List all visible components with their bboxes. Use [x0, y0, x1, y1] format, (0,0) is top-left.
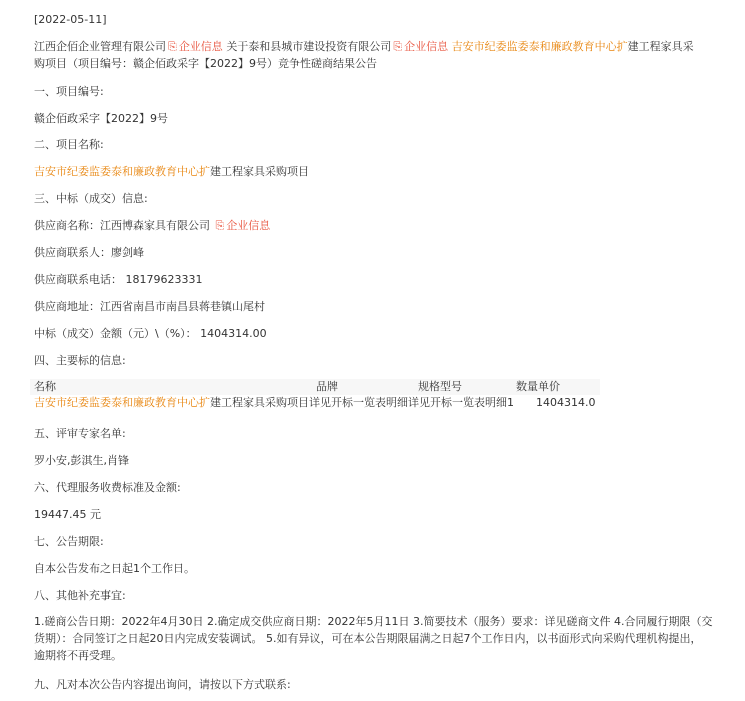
expert-list: 罗小安,彭淇生,肖锋: [34, 454, 129, 467]
header-name: 名称: [34, 380, 56, 393]
section-2-title: 二、项目名称:: [34, 138, 104, 151]
intro-line-1: 江西企佰企业管理有限公司 ⎘ 企业信息 关于泰和县城市建设投资有限公司 ⎘ 企业信息 吉安市纪委监委泰和廉政教育中心扩建工程家具采: [34, 40, 694, 53]
project-name-link[interactable]: 吉安市纪委监委泰和廉政教育中心扩: [34, 165, 210, 178]
building-icon: ⎘: [168, 40, 177, 53]
table-row-project-link[interactable]: 吉安市纪委监委泰和廉政教育中心扩: [34, 396, 210, 409]
notes-line-2: 货期）：合同签订之日起20日内完成安装调试。 5.如有异议，可在本公告期限届满之日起7个工作日内，以书面形式向采购代理机构提出，: [34, 632, 702, 645]
section-6-title: 六、代理服务收费标准及金额:: [34, 481, 181, 494]
section-8-title: 八、其他补充事宜:: [34, 589, 126, 602]
project-name: 吉安市纪委监委泰和廉政教育中心扩建工程家具采购项目: [34, 165, 309, 178]
items-table: [30, 379, 600, 411]
table-row-price: 1404314.0: [536, 396, 596, 409]
company-info-link[interactable]: ⎘ 企业信息: [168, 40, 223, 53]
company-info-link-2[interactable]: ⎘ 企业信息: [393, 40, 449, 53]
project-number: 赣企佰政采字【2022】9号: [34, 112, 168, 125]
table-header: [30, 379, 600, 395]
publish-date: [2022-05-11]: [34, 13, 107, 26]
supplier-contact: 供应商联系人：廖剑峰: [34, 246, 144, 259]
header-brand: 品牌: [316, 380, 338, 393]
notice-period: 自本公告发布之日起1个工作日。: [34, 562, 195, 575]
supplier-name: 供应商名称：江西博森家具有限公司 ⎘ 企业信息: [34, 219, 271, 232]
section-1-title: 一、项目编号:: [34, 85, 104, 98]
header-qty-price: 数量单价: [516, 380, 560, 393]
building-icon: ⎘: [215, 219, 225, 232]
section-5-title: 五、评审专家名单:: [34, 427, 126, 440]
header-spec: 规格型号: [418, 380, 462, 393]
building-icon: ⎘: [393, 40, 403, 53]
supplier-phone: 供应商联系电话： 18179623331: [34, 273, 203, 286]
notes-line-3: 逾期将不再受理。: [34, 649, 122, 662]
supplier-address: 供应商地址：江西省南昌市南昌县蒋巷镇山尾村: [34, 300, 265, 313]
section-4-title: 四、主要标的信息:: [34, 354, 126, 367]
intro-line-2: 购项目（项目编号：赣企佰政采字【2022】9号）竞争性磋商结果公告: [34, 57, 377, 70]
company-name: 江西企佰企业管理有限公司: [34, 40, 166, 53]
intro-text: 关于泰和县城市建设投资有限公司: [226, 40, 392, 53]
section-9-title: 九、凡对本次公告内容提出询问，请按以下方式联系:: [34, 678, 291, 691]
table-row: 吉安市纪委监委泰和廉政教育中心扩建工程家具采购项目详见开标一览表明细详见开标一览表明细1 1404314.0: [34, 396, 596, 409]
section-3-title: 三、中标（成交）信息:: [34, 192, 148, 205]
supplier-info-link[interactable]: ⎘ 企业信息: [215, 219, 271, 232]
section-7-title: 七、公告期限:: [34, 535, 104, 548]
project-link[interactable]: 吉安市纪委监委泰和廉政教育中心扩: [451, 40, 628, 53]
award-amount: 中标（成交）金额（元）\（%）： 1404314.00: [34, 327, 267, 340]
notes-line-1: 1.磋商公告日期：2022年4月30日 2.确定成交供应商日期：2022年5月11日 3.简要技术（服务）要求：详见磋商文件 4.合同履行期限（交: [34, 615, 713, 628]
service-fee: 19447.45 元: [34, 508, 101, 521]
